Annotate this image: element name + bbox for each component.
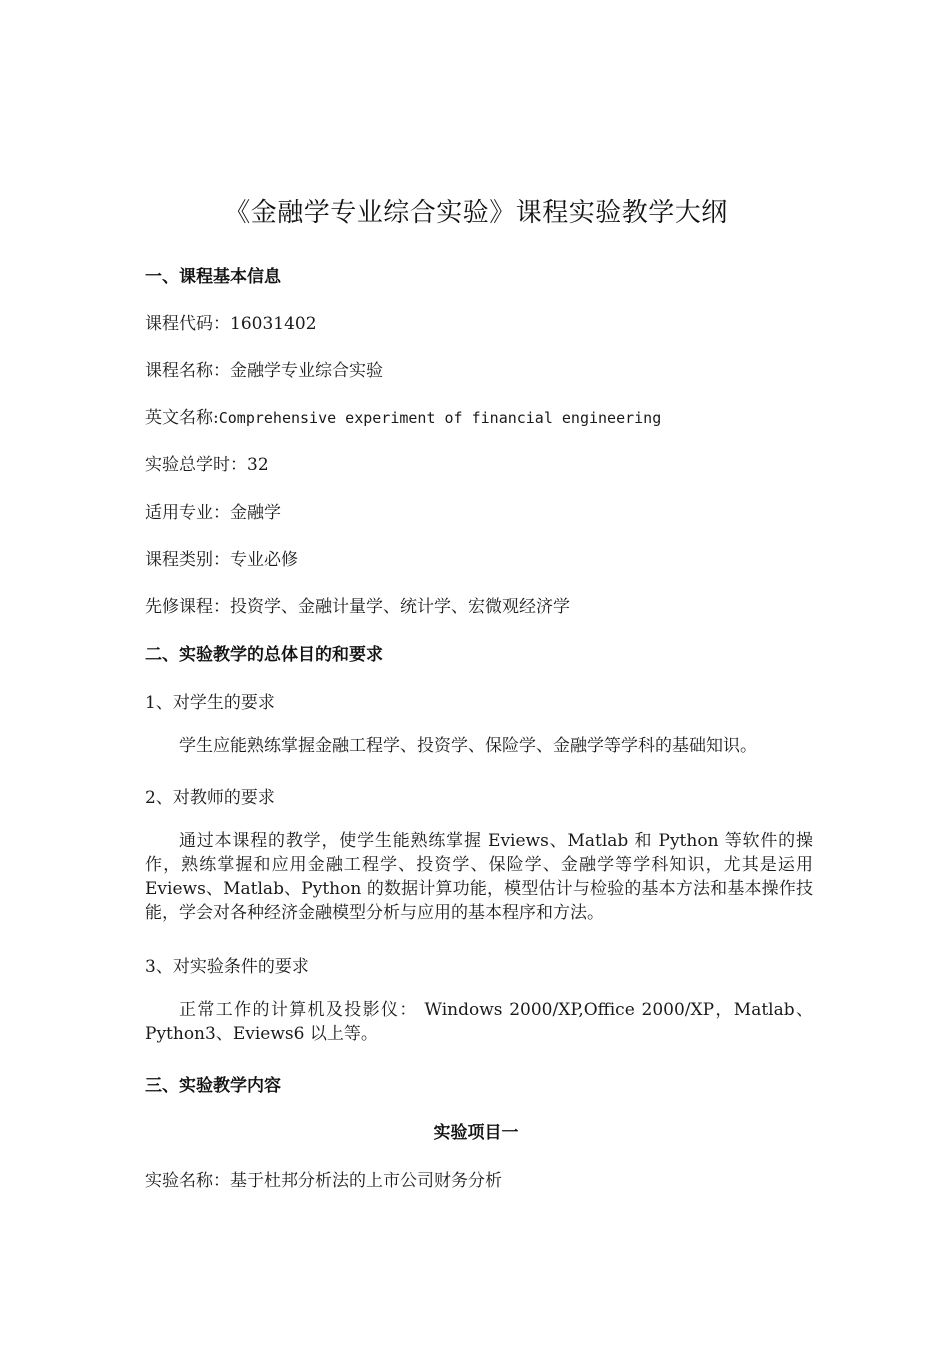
project-one-heading: 实验项目一 — [433, 1123, 519, 1143]
category-line — [145, 545, 298, 570]
prerequisite-label: 先修课程： — [145, 597, 230, 617]
experiment-name-line — [145, 1166, 502, 1191]
category-label: 课程类别： — [145, 550, 230, 570]
document-title: 《金融学专业综合实验》课程实验教学大纲 — [224, 198, 728, 228]
teacher-requirements-text: 通过本课程的教学，使学生能熟练掌握 Eviews、Matlab 和 Python 等软件的操作，熟练掌握和应用金融工程学、投资学、保险学、金融学等学科知识，尤其是运用 Eviews、Matlab、Python 的数据计算功能，模型估计与检验的基本方法和基本操作技能，学会对各种经济金融模型分析与应用的基本程序和方法。 — [145, 831, 813, 923]
course-code-line — [145, 309, 317, 334]
section-heading-basic-info: 一、课程基本信息 — [145, 267, 281, 287]
experiment-name-value: 基于杜邦分析法的上市公司财务分析 — [230, 1171, 502, 1191]
section-heading-objectives: 二、实验教学的总体目的和要求 — [145, 645, 383, 665]
major-label: 适用专业： — [145, 503, 230, 523]
course-name-value: 金融学专业综合实验 — [230, 361, 383, 381]
english-name-line — [145, 403, 661, 428]
total-hours-value: 32 — [247, 455, 269, 475]
experiment-name-label: 实验名称： — [145, 1171, 230, 1191]
student-requirements-title: 1、对学生的要求 — [145, 693, 275, 713]
course-name-line — [145, 356, 383, 381]
english-name-value: Comprehensive experiment of financial engineering — [218, 409, 662, 427]
total-hours-line — [145, 450, 269, 475]
category-value: 专业必修 — [230, 550, 298, 570]
major-line — [145, 498, 281, 523]
major-value: 金融学 — [230, 503, 281, 523]
english-name-label: 英文名称: — [145, 408, 219, 428]
lab-conditions-title: 3、对实验条件的要求 — [145, 957, 309, 977]
prerequisite-line — [145, 592, 570, 617]
student-requirements-text: 学生应能熟练掌握金融工程学、投资学、保险学、金融学等学科的基础知识。 — [179, 736, 757, 756]
teacher-requirements-title: 2、对教师的要求 — [145, 788, 275, 808]
course-name-label: 课程名称： — [145, 361, 230, 381]
section-heading-content: 三、实验教学内容 — [145, 1076, 281, 1096]
lab-conditions-text: 正常工作的计算机及投影仪： Windows 2000/XP,Office 2000/XP，Matlab、Python3、Eviews6 以上等。 — [145, 1000, 813, 1044]
prerequisite-value: 投资学、金融计量学、统计学、宏微观经济学 — [230, 597, 570, 617]
course-code-label: 课程代码： — [145, 314, 230, 334]
course-code-value: 16031402 — [230, 314, 317, 334]
total-hours-label: 实验总学时： — [145, 455, 247, 475]
